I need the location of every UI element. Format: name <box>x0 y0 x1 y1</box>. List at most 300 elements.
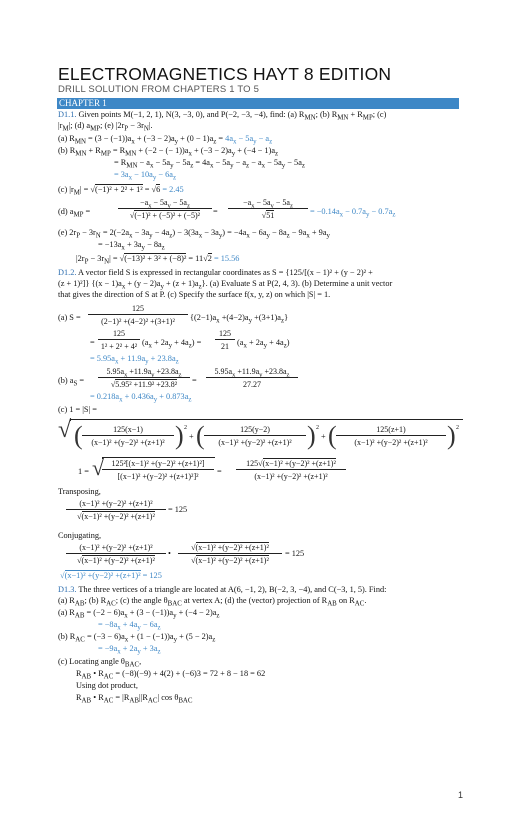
sub: x <box>129 232 133 240</box>
text: − 8a <box>269 228 287 237</box>
sub: MP <box>73 211 84 219</box>
text: − 5a <box>170 198 187 207</box>
text: = (−2 − 6)a <box>84 608 125 617</box>
sub: x <box>131 138 135 146</box>
frac-bar <box>215 339 235 340</box>
sub: AC <box>147 697 158 705</box>
text: = 2(−2a <box>100 228 130 237</box>
d12-question-line1 <box>58 268 373 278</box>
d12-b3 <box>90 392 191 406</box>
text: = −13a <box>98 240 122 249</box>
c-frac3-den: (x−1)² +(y−2)² +(z+1)² <box>354 438 428 447</box>
frac-bar <box>98 339 140 340</box>
text: ) <box>286 338 290 347</box>
sub: M <box>73 189 80 197</box>
text: (a) R <box>58 134 75 143</box>
sub: x <box>232 371 236 379</box>
frac-bar <box>118 208 212 209</box>
drill-label: D1.1. <box>58 110 77 119</box>
sub: x <box>188 150 192 158</box>
d11-d-frac1-den: √(−1)² + (−5)² + (−5)² <box>129 211 201 220</box>
frac-bar <box>82 435 174 436</box>
sub: N <box>104 258 110 266</box>
sub: AB <box>81 673 92 681</box>
sub: MP <box>90 125 101 133</box>
text: (a) R <box>58 608 75 617</box>
sub: y <box>145 358 149 366</box>
text: +11.9a <box>127 367 152 376</box>
radicand: (−13)² + 3² + (−8)² <box>124 254 187 263</box>
d12-a2-den: 1² + 2² + 4² <box>100 342 138 351</box>
sub: y <box>326 232 330 240</box>
d12-b-den: √5.95² +11.9² +23.8² <box>110 380 178 389</box>
sqrt-bar <box>70 419 463 421</box>
sub: x <box>124 612 128 620</box>
sub: AC <box>106 600 116 608</box>
text: ) = <box>191 338 202 347</box>
sub: x <box>114 358 119 366</box>
paren-open: ( <box>196 421 205 450</box>
text: − 5a <box>273 198 290 207</box>
text: (z + 1)²]} {(x − 1)a <box>58 279 122 288</box>
radicand: 6 <box>156 185 161 194</box>
sub: z <box>301 162 305 170</box>
text: + 2a <box>120 644 138 653</box>
t-den: √(x−1)² +(y−2)² +(z+1)² <box>77 512 155 521</box>
sub: z <box>216 612 220 620</box>
sub: x <box>261 162 266 170</box>
d12-c-label: (c) 1 = |S| = <box>58 405 97 414</box>
text: + 4a <box>120 620 138 629</box>
sub: AB <box>129 697 139 705</box>
text: • R <box>91 693 104 702</box>
text: • <box>168 549 171 558</box>
sub: AC <box>103 697 114 705</box>
radicand: (x−1)² +(y−2)² +(z+1)² <box>81 512 155 521</box>
sub: y <box>137 648 141 656</box>
text: = −8a <box>98 620 118 629</box>
text: = R <box>114 158 127 167</box>
text: + (0 − 1)a <box>178 134 214 143</box>
text: (a) R <box>58 596 75 605</box>
paren-close: ) <box>307 421 316 450</box>
d12-a-den: (2−1)² +(4−2)² +(3+1)² <box>101 317 175 326</box>
radicand: (x−1)² +(y−2)² +(z+1)² <box>64 571 141 580</box>
text: + 3a <box>124 240 142 249</box>
text: (e) 2r <box>58 228 77 237</box>
text: The three vertices of a triangle are located at A(6, −1, 2), B(−2, 3, −4), and C(−3, 1, 5). Find: <box>76 585 387 594</box>
c2-den2: (x−1)² +(y−2)² +(z+1)² <box>254 472 328 481</box>
sub: z <box>161 244 165 252</box>
sub: MN <box>75 150 87 158</box>
text: = 4a <box>193 158 210 167</box>
text: (a <box>237 338 244 347</box>
sub: y <box>266 232 270 240</box>
conjugating-label: Conjugating, <box>58 531 102 540</box>
text: − 3r <box>88 254 105 263</box>
text: | cos θ <box>157 693 179 702</box>
frac-bar <box>98 377 190 378</box>
radicand: (x−1)² +(y−2)² +(z+1)² <box>262 459 336 468</box>
d11-answer-e3: $|2r_P - 3r_N| = √(-13)^2 + 3^2 + (-8)^2 = 11√2 = 15.56$ <box>76 254 240 266</box>
result <box>225 134 273 146</box>
text: +11.9a <box>235 367 260 376</box>
d12-a2-num: 125 <box>113 329 125 338</box>
sub: x <box>243 342 247 350</box>
text: = <box>142 185 152 194</box>
d12-a-label: (a) S = <box>58 313 81 322</box>
frac-bar <box>178 553 282 554</box>
sub: AB <box>74 600 85 608</box>
sub: BAC <box>124 661 140 669</box>
text: = 11 <box>186 254 204 263</box>
frac-bar <box>206 377 298 378</box>
sqrt-sign: √ <box>92 455 105 480</box>
text: } <box>284 313 289 322</box>
t-num: (x−1)² +(y−2)² +(z+1)² <box>79 499 153 508</box>
text: + (−3 − 2)a <box>191 146 232 155</box>
sub: y <box>173 612 177 620</box>
sub: y <box>170 162 174 170</box>
text: + (1 − (−1))a <box>128 632 174 641</box>
d12-final: √(x−1)² +(y−2)² +(z+1)² = 125 <box>60 571 162 580</box>
sub: x <box>119 396 123 404</box>
text: + 4a <box>267 338 284 347</box>
sub: z <box>289 202 293 210</box>
c2-num2: 125√(x−1)² +(y−2)² +(z+1)² <box>246 459 336 468</box>
d13-answer-c4 <box>76 693 193 707</box>
text: − 6a <box>156 170 173 179</box>
text: − 6a <box>140 620 158 629</box>
text: +23.8a <box>262 367 287 376</box>
text: 1 = <box>78 467 89 476</box>
sub: x <box>128 174 133 182</box>
text: on R <box>336 596 355 605</box>
sub: x <box>117 624 121 632</box>
text: − a <box>256 134 270 143</box>
sub: MN <box>126 162 138 170</box>
text: − 6a <box>249 228 267 237</box>
d11-answer-d-label <box>58 207 90 221</box>
sub: y <box>231 150 236 158</box>
d12-a3 <box>90 354 179 368</box>
frac-bar <box>236 469 346 470</box>
text: + (−4 − 2)a <box>176 608 217 617</box>
d12-a-num: 125 <box>132 304 144 313</box>
frac-bar <box>204 435 306 436</box>
frac-bar <box>66 509 166 510</box>
text: + R <box>86 146 101 155</box>
text: −a <box>140 198 149 207</box>
sub: y <box>151 371 155 379</box>
text: = 0.218a <box>90 392 120 401</box>
c-frac1-den: (x−1)² +(y−2)² +(z+1)² <box>91 438 165 447</box>
sub: BAC <box>167 600 182 608</box>
sub: x <box>251 202 255 210</box>
sub: x <box>233 138 237 146</box>
exponent: 2 <box>456 425 459 431</box>
equals: = <box>90 338 95 347</box>
sub: x <box>339 211 344 219</box>
sub: MP <box>362 114 373 122</box>
text: = |R <box>113 693 130 702</box>
sub: y <box>365 211 370 219</box>
sub: x <box>209 162 214 170</box>
sub: MN <box>125 150 137 158</box>
text: ; (e) |2r <box>100 121 125 130</box>
sub: BAC <box>178 697 193 705</box>
text: − 0.7a <box>343 207 366 216</box>
d12-b-den2: 27.27 <box>243 380 261 389</box>
text: = 125 <box>168 505 188 514</box>
d12-a-vector <box>190 313 288 327</box>
sub: P <box>84 258 89 266</box>
c2-num: 125²[(x−1)² +(y−2)² +(z+1)²] <box>111 459 205 468</box>
drill-label: D1.2. <box>58 268 77 277</box>
text: + (−2 − (− 1))a <box>136 146 189 155</box>
text: {(2−1)a <box>190 313 217 322</box>
d12-a2-end <box>237 338 290 352</box>
frac-bar <box>66 553 166 554</box>
text: (d) a <box>58 207 74 216</box>
text: = <box>213 207 218 216</box>
sub: z <box>178 371 182 379</box>
text: − 5a <box>151 198 168 207</box>
text: + 11.9a <box>118 354 146 363</box>
sub: z <box>286 232 290 240</box>
text: (b) R <box>58 632 76 641</box>
text: − 3r <box>80 228 96 237</box>
c-frac2-num: 125(y−2) <box>240 425 270 434</box>
text: − 5a <box>254 198 271 207</box>
text: − a <box>137 158 150 167</box>
sub: S <box>73 380 78 388</box>
document-title: ELECTROMAGNETICS HAYT 8 EDITION <box>58 64 392 84</box>
sub: z <box>283 342 287 350</box>
text: + 4a <box>172 338 189 347</box>
sub: y <box>173 636 178 644</box>
plus: + <box>321 432 326 441</box>
text: R <box>76 669 82 678</box>
sub: N <box>95 232 101 240</box>
text: (b) R <box>58 146 76 155</box>
text: − 0.7a <box>369 207 393 216</box>
sub: z <box>280 317 285 325</box>
text: = 125 <box>285 549 305 558</box>
sub: z <box>175 358 179 366</box>
text: + (z + 1)a <box>163 279 199 288</box>
d11-answer-e2 <box>98 240 165 254</box>
frac-bar <box>102 469 214 470</box>
text: at vertex A; (d) the (vector) projection of R <box>181 596 328 605</box>
text: |r <box>58 121 63 130</box>
d11-question-line2 <box>58 121 153 135</box>
radicand: (−1)² + (−5)² + (−5)² <box>134 211 201 220</box>
sub: x <box>121 283 126 291</box>
sub: z <box>157 648 161 656</box>
sub: AB <box>327 600 337 608</box>
sub: y <box>230 162 234 170</box>
text: − 5a <box>285 158 302 167</box>
d12-question-line3: that gives the direction of S at P. (c) Specify the surface f(x, y, z) on which |S| = 1. <box>58 290 331 299</box>
text: − 10a <box>132 170 153 179</box>
chapter-banner: CHAPTER 1 <box>57 98 459 109</box>
sub: y <box>149 232 153 240</box>
text: +(3+1)a <box>252 313 281 322</box>
sub: AC <box>103 673 114 681</box>
text: Given points M(−1, 2, 1), N(3, −3, 0), and P(−2, −3, −4), find: (a) R <box>76 110 305 119</box>
d11-d-result <box>310 207 395 221</box>
sub: y <box>248 317 253 325</box>
text: . <box>364 596 367 605</box>
text: = R <box>110 146 126 155</box>
sub: z <box>186 202 190 210</box>
j-den2: √(x−1)² +(y−2)² +(z+1)² <box>191 556 269 565</box>
sub: x <box>246 232 250 240</box>
text: ; (c) <box>372 110 387 119</box>
document-subtitle: DRILL SOLUTION FROM CHAPTERS 1 TO 5 <box>58 84 260 95</box>
text: = (3 − (−1))a <box>85 134 132 143</box>
page-number: 1 <box>458 790 464 800</box>
text: |; (d) a <box>68 121 91 130</box>
radicand: 5.95² +11.9² +23.8² <box>115 380 178 389</box>
text: − 5a <box>173 158 191 167</box>
text: = 5.95a <box>90 354 115 363</box>
sub: y <box>137 624 141 632</box>
sub: M <box>62 125 69 133</box>
sub: P <box>124 125 129 133</box>
sub: z <box>188 396 192 404</box>
text: 5.95a <box>106 367 125 376</box>
paren-open: ( <box>328 421 337 450</box>
exponent: 2 <box>316 425 319 431</box>
text: | = <box>79 185 91 194</box>
sub: z <box>286 371 290 379</box>
d12-a2-mid <box>142 338 201 352</box>
sub: x <box>124 636 129 644</box>
sub: z <box>269 138 273 146</box>
text: + (−4 − 1)a <box>235 146 276 155</box>
d13-question-line1 <box>58 585 386 595</box>
frac-bar <box>88 314 188 315</box>
text: ) = −4a <box>222 228 247 237</box>
sub: x <box>149 162 154 170</box>
d13-answer-c3: Using dot product, <box>76 681 138 690</box>
text: = <box>77 376 85 385</box>
text: = (−3 − 6)a <box>84 632 125 641</box>
sub: y <box>141 244 145 252</box>
text: +(4−2)a <box>219 313 249 322</box>
text: = −0.14a <box>310 207 340 216</box>
text: − 3a <box>132 228 150 237</box>
text: = <box>83 207 91 216</box>
sub: AB <box>81 697 92 705</box>
text: − 9a <box>289 228 307 237</box>
text: = <box>217 467 222 476</box>
sub: MN <box>337 114 349 122</box>
d12-a2-num2: 125 <box>219 329 231 338</box>
sub: x <box>117 648 121 656</box>
d11-answer-c: (c) $|r_M| = √(-1)^2 + 2^2 + 1^2 = √6 = 2.45$ <box>58 185 184 197</box>
text: = (−8)(−9) + 4(2) + (−6)3 = 72 + 8 − 18 = 62 <box>113 669 266 678</box>
sub: x <box>124 371 128 379</box>
j-den1: √(x−1)² +(y−2)² +(z+1)² <box>77 556 155 565</box>
d13-answer-b2 <box>98 644 161 658</box>
text: ; (b) R <box>84 596 107 605</box>
sub: y <box>167 202 171 210</box>
d11-d-frac2-den: √51 <box>261 211 275 220</box>
radicand: 2 <box>207 254 212 263</box>
sub: MN <box>74 138 86 146</box>
sub: z <box>190 162 194 170</box>
plus: + <box>189 432 194 441</box>
text: + 0.436a <box>122 392 154 401</box>
text: +23.8a <box>154 367 179 376</box>
paren-close: ) <box>175 421 184 450</box>
text: = <box>216 134 226 143</box>
text: + 0.873a <box>157 392 189 401</box>
c-frac2-den: (x−1)² +(y−2)² +(z+1)² <box>218 438 292 447</box>
sub: y <box>253 138 257 146</box>
text: = <box>192 376 197 385</box>
text: − 5a <box>265 158 282 167</box>
frac-bar <box>336 435 446 436</box>
text: + R <box>348 110 363 119</box>
paren-open: ( <box>74 421 83 450</box>
drill-label: D1.3. <box>58 585 77 594</box>
text: − 3r <box>128 121 144 130</box>
sub: P <box>76 232 81 240</box>
sub: y <box>263 342 268 350</box>
transposing-label: Transposing, <box>58 487 101 496</box>
text: + (5 − 2)a <box>177 632 213 641</box>
sub: z <box>198 283 202 291</box>
sub: N <box>143 125 149 133</box>
radicand: 51 <box>266 211 275 220</box>
text: − 3a <box>202 228 219 237</box>
text: = 125 <box>140 571 162 580</box>
text: − 5a <box>153 158 171 167</box>
text: |2r <box>76 254 85 263</box>
sub: MP <box>100 150 111 158</box>
sub: y <box>259 371 263 379</box>
text: = 3a <box>114 170 129 179</box>
exponent: 2 <box>184 425 187 431</box>
text: R <box>76 693 82 702</box>
text: 5.95a <box>214 367 233 376</box>
result: = 15.56 <box>211 254 240 263</box>
sub: y <box>281 162 286 170</box>
sub: z <box>172 174 177 182</box>
text: 125 <box>246 459 259 468</box>
text: ) − 3(3a <box>172 228 199 237</box>
sub: z <box>157 624 161 632</box>
text: + (−3 − 2)a <box>134 134 175 143</box>
text: − 5a <box>213 158 231 167</box>
sub: z <box>392 211 396 219</box>
radicand: (x−1)² +(y−2)² +(z+1)² <box>81 556 155 565</box>
text: ; (c) the angle θ <box>115 596 168 605</box>
d12-a2-den2: 21 <box>221 342 229 351</box>
text: + 9a <box>309 228 327 237</box>
sub: x <box>121 244 125 252</box>
text: (c) Locating angle θ <box>58 657 125 666</box>
text: , <box>139 657 142 666</box>
sub: z <box>212 636 216 644</box>
text: − 8a <box>145 240 162 249</box>
c2-den: [(x−1)² +(y−2)² +(z+1)²]² <box>117 472 199 481</box>
text: − a <box>233 158 247 167</box>
